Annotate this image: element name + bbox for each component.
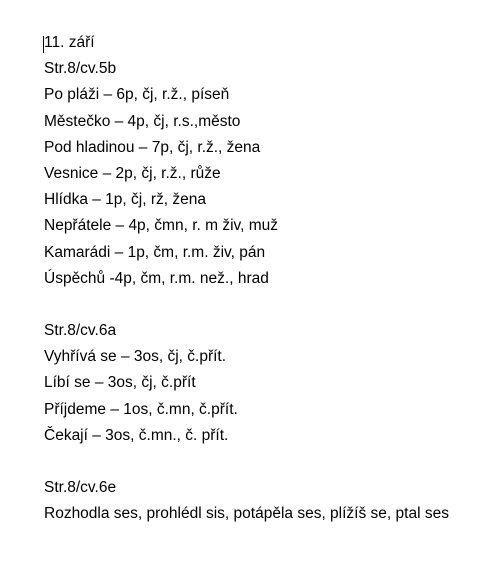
date-line: 11. září (44, 34, 95, 51)
answer-line: Čekají – 3os, č.mn., č. přít. (44, 426, 229, 444)
answer-line: Nepřátele – 4p, čmn, r. m živ, muž (44, 217, 279, 235)
answer-line: Úspěchů -4p, čm, r.m. než., hrad (44, 269, 269, 287)
answer-line: Hlídka – 1p, čj, rž, žena (44, 191, 206, 209)
document-text-area[interactable] (44, 30, 464, 528)
answer-line: Líbí se – 3os, čj, č.přít (44, 374, 196, 392)
answer-line: Městečko – 4p, čj, r.s.,město (44, 112, 241, 130)
text-cursor (43, 36, 44, 53)
answer-line: Vyhřívá se – 3os, čj, č.přít. (44, 348, 227, 366)
exercise-heading-6a: Str.8/cv.6a (44, 322, 117, 340)
answer-line: Kamarádi – 1p, čm, r.m. živ, pán (44, 243, 266, 261)
empty-line (44, 292, 464, 318)
answer-line: Rozhodla ses, prohlédl sis, potápěla ses, plížíš se, ptal ses (44, 505, 449, 523)
exercise-heading-5b: Str.8/cv.5b (44, 60, 117, 78)
empty-line (44, 449, 464, 475)
answer-line: Pod hladinou – 7p, čj, r.ž., žena (44, 138, 261, 156)
answer-line: Po pláži – 6p, čj, r.ž., píseň (44, 86, 230, 104)
answer-line: Vesnice – 2p, čj, r.ž., růže (44, 164, 221, 182)
exercise-heading-6e: Str.8/cv.6e (44, 479, 117, 497)
answer-line: Příjdeme – 1os, č.mn, č.přít. (44, 400, 238, 418)
